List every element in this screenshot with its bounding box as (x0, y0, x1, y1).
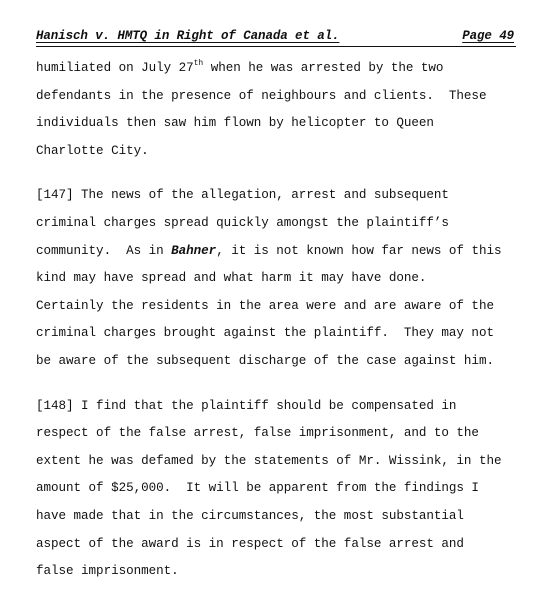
header-rule (36, 46, 516, 47)
paragraph (36, 55, 526, 165)
text-run: community. As in (36, 243, 172, 258)
text-line (36, 138, 526, 166)
text-line (36, 558, 526, 586)
text-line (36, 110, 526, 138)
paragraph (36, 182, 526, 375)
text-line (36, 293, 526, 321)
text-line (36, 503, 526, 531)
text-line (36, 210, 526, 238)
text-run: kind may have spread and what harm it may have done. (36, 271, 427, 286)
superscript: th (193, 59, 204, 68)
text-run: Charlotte City. (36, 143, 149, 158)
text-run: , it is not known how far news of this (216, 243, 502, 258)
text-line (36, 182, 526, 210)
text-run: false imprisonment. (36, 564, 179, 579)
page-number: Page 49 (462, 29, 514, 43)
text-run: have made that in the circumstances, the most substantial (36, 508, 464, 523)
text-run: [147] The news of the allegation, arrest and subsequent (36, 188, 449, 203)
text-line (36, 55, 526, 83)
text-line (36, 320, 526, 348)
text-run: humiliated on July 27 (36, 61, 194, 75)
text-run: [148] I find that the plaintiff should be compensated in (36, 398, 457, 413)
text-line (36, 475, 526, 503)
text-run: Certainly the residents in the area were and are aware of the (36, 298, 494, 313)
text-run: aspect of the award is in respect of the false arrest and (36, 536, 464, 551)
text-run: respect of the false arrest, false imprisonment, and to the (36, 426, 479, 441)
text-run: criminal charges spread quickly amongst the plaintiff’s (36, 215, 449, 230)
text-line (36, 393, 526, 421)
paragraph (36, 393, 526, 586)
text-run: extent he was defamed by the statements of Mr. Wissink, in the (36, 453, 502, 468)
case-citation: Bahner (171, 243, 217, 258)
text-line (36, 238, 526, 266)
text-line (36, 83, 526, 111)
case-title: Hanisch v. HMTQ in Right of Canada et al. (36, 29, 340, 43)
text-run: when he was arrested by the two (203, 61, 444, 75)
text-run: individuals then saw him flown by helicopter to Queen (36, 116, 434, 131)
text-run: be aware of the subsequent discharge of the case against him. (36, 353, 494, 368)
text-run: amount of $25,000. It will be apparent from the findings I (36, 481, 479, 496)
text-line (36, 265, 526, 293)
page-header (36, 29, 516, 45)
text-run: criminal charges brought against the plaintiff. They may not (36, 326, 494, 341)
document-body (36, 55, 526, 603)
text-line (36, 448, 526, 476)
text-run: defendants in the presence of neighbours and clients. These (36, 88, 487, 103)
text-line (36, 531, 526, 559)
text-line (36, 420, 526, 448)
text-line (36, 348, 526, 376)
